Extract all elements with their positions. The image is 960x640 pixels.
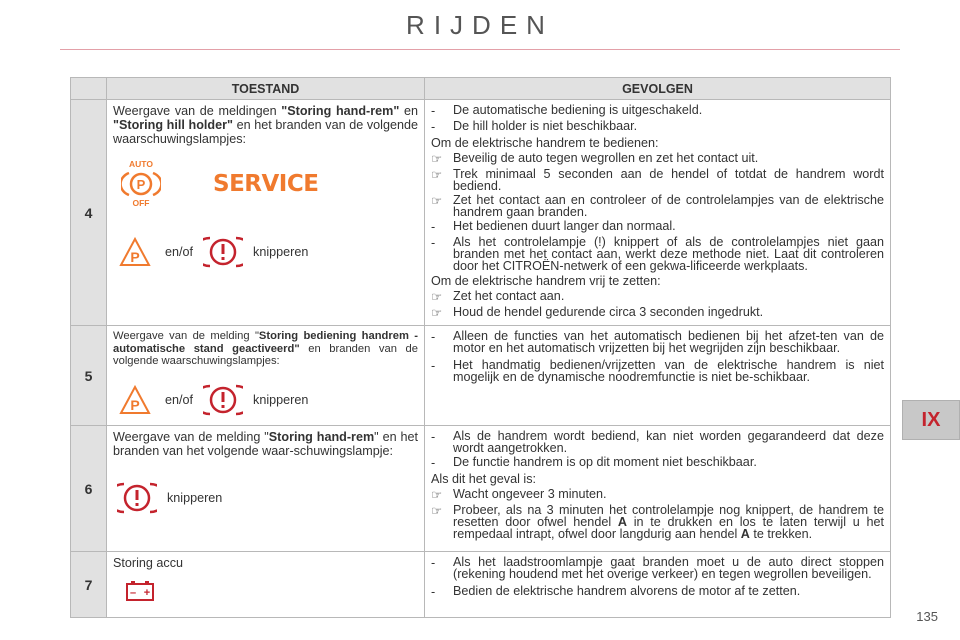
list-item: Om de elektrische handrem te bedienen: xyxy=(431,136,659,150)
battery-icon xyxy=(125,580,155,602)
result-cell xyxy=(425,100,891,326)
list-item: - Als het laadstroomlampje gaat branden moet u de auto direct stoppen (rekening houdend met het overige verkeer) en tegen wegrollen beveiligen. xyxy=(431,555,884,581)
icon-row xyxy=(113,580,418,602)
list-item: ☞ Zet het contact aan. xyxy=(431,289,565,304)
list-item: - Het bedienen duurt langer dan normaal. xyxy=(431,219,676,234)
header-result: GEVOLGEN xyxy=(425,78,891,100)
list-item: - De automatische bediening is uitgeschakeld. xyxy=(431,103,703,118)
state-cell xyxy=(107,552,425,618)
list-item: - De functie handrem is op dit moment niet beschikbaar. xyxy=(431,455,757,470)
svg-text:P: P xyxy=(130,249,140,265)
svg-text:P: P xyxy=(136,177,146,192)
table-header-row xyxy=(71,78,891,100)
state-cell xyxy=(107,326,425,426)
list-item: - Het handmatig bedienen/vrijzetten van de elektrische handrem is niet mogelijk en de dynamische noodremfunctie is niet be-schikbaar. xyxy=(431,358,884,384)
row-number: 5 xyxy=(71,326,107,426)
list-item: ☞ Probeer, als na 3 minuten het controlelampje nog knippert, de handrem te resetten door ofwel hendel A in te drukken en los te laten terwijl u het rempedaal intrapt, ofwel door langdurig aan hendel A te trekken. xyxy=(431,503,884,541)
table-row xyxy=(71,100,891,326)
header-state: TOESTAND xyxy=(107,78,425,100)
list-item: Om de elektrische handrem vrij te zetten: xyxy=(431,274,661,288)
result-cell xyxy=(425,552,891,618)
list-item: ☞ Zet het contact aan en controleer of de controlelampjes van de elektrische handrem gaan branden. xyxy=(431,193,884,219)
state-text: Weergave van de melding "Storing hand-rem" en het branden van het volgende waar-schuwingslampje: xyxy=(113,430,419,458)
title-divider xyxy=(60,49,900,50)
blinking-label: knipperen xyxy=(167,491,223,505)
list-item: Als dit het geval is: xyxy=(431,472,536,486)
page-number: 135 xyxy=(916,609,938,624)
result-cell xyxy=(425,426,891,552)
state-text: Storing accu xyxy=(113,556,184,570)
list-item: ☞ Trek minimaal 5 seconden aan de hendel of totdat de handrem wordt bediend. xyxy=(431,167,884,193)
blinking-label: knipperen xyxy=(253,245,309,259)
state-cell xyxy=(107,100,425,326)
table-row xyxy=(71,426,891,552)
svg-text:+: + xyxy=(143,587,151,599)
table-row xyxy=(71,552,891,618)
blinking-label: knipperen xyxy=(253,392,309,407)
list-item: - Als de handrem wordt bediend, kan niet worden gegarandeerd dat deze wordt aangetrokken. xyxy=(431,429,884,455)
row-number: 4 xyxy=(71,100,107,326)
brake-exclamation-icon xyxy=(203,234,243,270)
and-or-label: en/of xyxy=(165,392,194,407)
svg-text:–: – xyxy=(129,587,137,599)
list-item: ☞ Houd de hendel gedurende circa 3 seconden ingedrukt. xyxy=(431,305,764,320)
brake-exclamation-icon xyxy=(117,480,157,516)
state-cell xyxy=(107,426,425,552)
brake-exclamation-icon xyxy=(203,382,243,418)
icon-row xyxy=(113,234,418,270)
park-brake-warning-icon xyxy=(119,385,151,415)
table-row xyxy=(71,326,891,426)
icon-row xyxy=(113,160,418,208)
chapter-tab[interactable]: IX xyxy=(902,400,960,440)
park-brake-warning-icon xyxy=(119,237,151,267)
list-item: ☞ Wacht ongeveer 3 minuten. xyxy=(431,487,607,502)
icon-row xyxy=(113,382,418,418)
list-item: - Alleen de functies van het automatisch bedienen bij het afzet-ten van de motor en het automatisch vrijzetten bij het wegrijden zijn beschikbaar. xyxy=(431,329,884,355)
svg-text:P: P xyxy=(130,396,140,413)
state-text: Weergave van de melding "Storing bediening handrem - automatische stand geactiveerd" en branden van de volgende waarschuwingslampjes: xyxy=(113,330,418,367)
list-item: - Als het controlelampje (!) knippert of als de controlelampjes niet gaan branden met het contact aan, werkt deze methode niet. Laat dit controleren door het CITROËN-netwerk of een gekwa-lificeerde werkplaats. xyxy=(431,235,884,273)
row-number: 7 xyxy=(71,552,107,618)
service-icon: SERVICE xyxy=(213,171,319,197)
list-item: ☞ Beveilig de auto tegen wegrollen en zet het contact uit. xyxy=(431,151,759,166)
auto-off-brake-icon: AUTO P OFF xyxy=(119,160,163,208)
header-num xyxy=(71,78,107,100)
page-title: RIJDEN xyxy=(406,10,554,40)
icon-row xyxy=(113,480,418,516)
row-number: 6 xyxy=(71,426,107,552)
list-item: - Bedien de elektrische handrem alvorens de motor af te zetten. xyxy=(431,584,801,599)
state-text: Weergave van de meldingen "Storing hand-rem" en "Storing hill holder" en het branden van de volgende waarschuwingslampjes: xyxy=(113,104,418,146)
warning-table xyxy=(70,77,891,618)
list-item: - De hill holder is niet beschikbaar. xyxy=(431,119,638,134)
result-cell xyxy=(425,326,891,426)
and-or-label: en/of xyxy=(165,245,194,259)
